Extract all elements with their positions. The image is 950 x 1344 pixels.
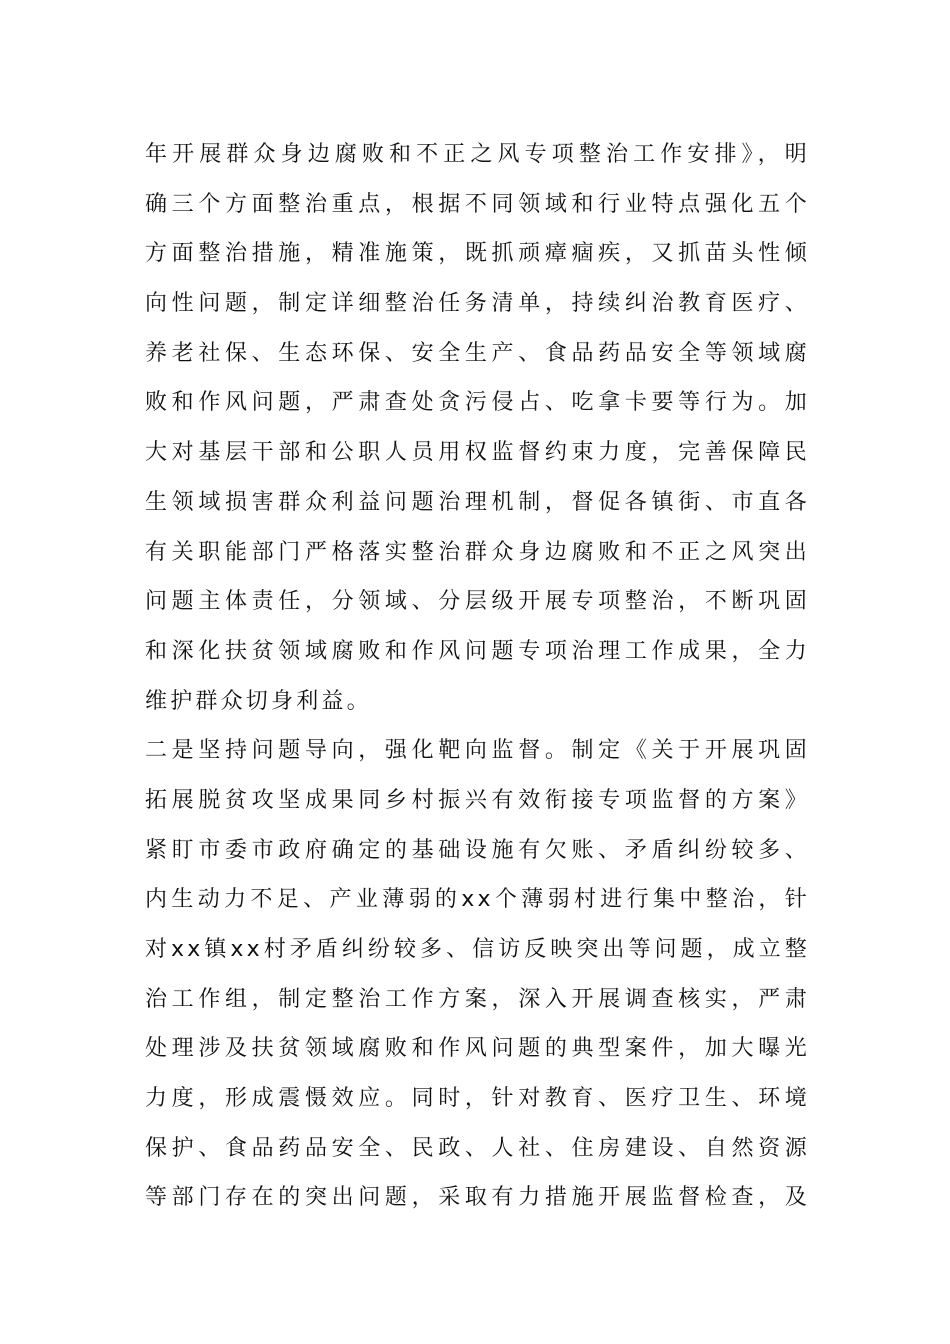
- text-line-11: 和深化扶贫领域腐败和作风问题专项治理工作成果，全力: [145, 638, 810, 664]
- text-line-19: 处理涉及扶贫领域腐败和作风问题的典型案件，加大曝光: [145, 1036, 810, 1062]
- text-line-18: 治工作组，制定整治工作方案，深入开展调查核实，严肃: [145, 986, 810, 1012]
- text-line-12: 维护群众切身利益。: [145, 688, 372, 714]
- text-line-15: 紧盯市委市政府确定的基础设施有欠账、矛盾纠纷较多、: [145, 837, 810, 863]
- text-line-7: 大对基层干部和公职人员用权监督约束力度，完善保障民: [145, 440, 810, 466]
- text-line-5: 养老社保、生态环保、安全生产、食品药品安全等领域腐: [145, 340, 810, 366]
- text-line-16: 内生动力不足、产业薄弱的xx个薄弱村进行集中整治，针: [145, 887, 810, 913]
- text-line-14: 拓展脱贫攻坚成果同乡村振兴有效衔接专项监督的方案》: [145, 787, 810, 813]
- text-line-9: 有关职能部门严格落实整治群众身边腐败和不正之风突出: [145, 539, 810, 565]
- text-line-20: 力度，形成震慑效应。同时，针对教育、医疗卫生、环境: [145, 1086, 810, 1112]
- text-line-8: 生领域损害群众利益问题治理机制，督促各镇街、市直各: [145, 489, 810, 515]
- text-line-6: 败和作风问题，严肃查处贪污侵占、吃拿卡要等行为。加: [145, 390, 810, 416]
- text-line-4: 向性问题，制定详细整治任务清单，持续纠治教育医疗、: [145, 291, 810, 317]
- text-line-3: 方面整治措施，精准施策，既抓顽瘴痼疾，又抓苗头性倾: [145, 241, 810, 267]
- text-line-13: 二是坚持问题导向，强化靶向监督。制定《关于开展巩固: [145, 738, 810, 764]
- text-line-22: 等部门存在的突出问题，采取有力措施开展监督检查，及: [145, 1185, 810, 1211]
- text-line-2: 确三个方面整治重点，根据不同领域和行业特点强化五个: [145, 191, 810, 217]
- text-line-10: 问题主体责任，分领域、分层级开展专项整治，不断巩固: [145, 589, 810, 615]
- text-line-21: 保护、食品药品安全、民政、人社、住房建设、自然资源: [145, 1135, 810, 1161]
- body-text: [145, 130, 810, 1223]
- text-line-1: 年开展群众身边腐败和不正之风专项整治工作安排》，明: [145, 142, 810, 167]
- text-line-17: 对xx镇xx村矛盾纠纷较多、信访反映突出等问题，成立整: [145, 937, 810, 962]
